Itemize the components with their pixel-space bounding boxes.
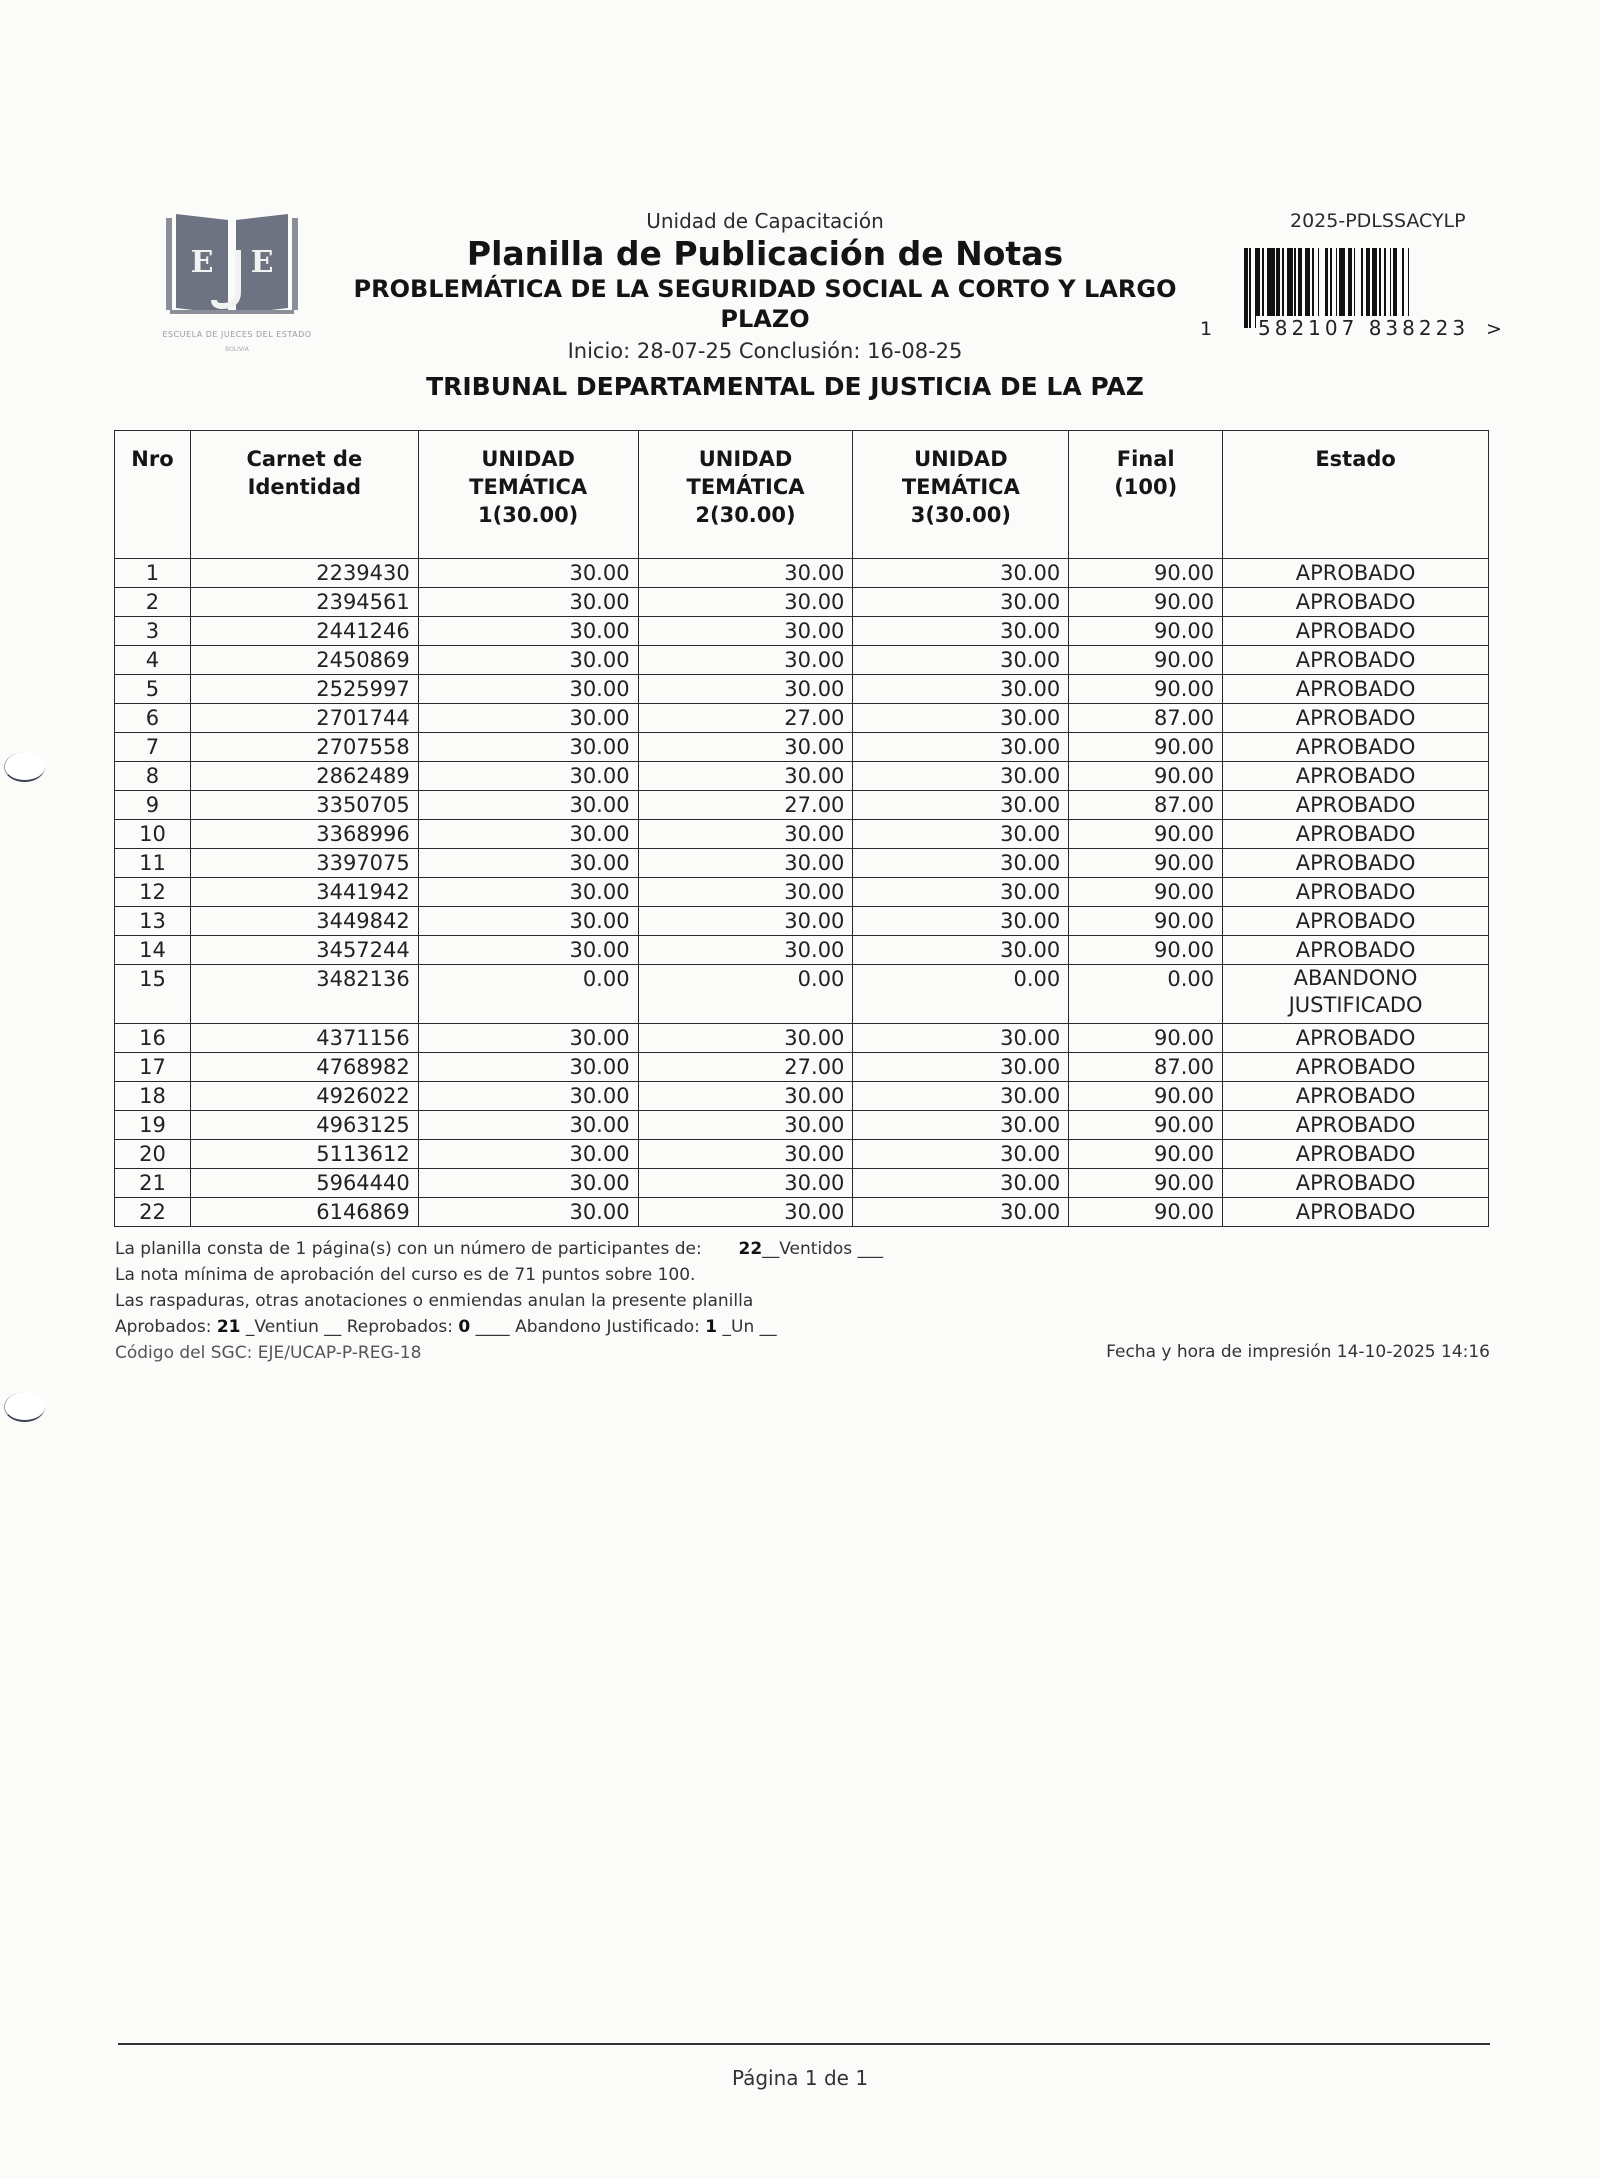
- row-number: 19: [115, 1111, 191, 1140]
- unit2-score: 30.00: [638, 675, 853, 704]
- unit3-score: 30.00: [853, 791, 1069, 820]
- row-number: 10: [115, 820, 191, 849]
- id-card-number: 3482136: [190, 965, 418, 1024]
- row-number: 22: [115, 1198, 191, 1227]
- table-row: [115, 1082, 1489, 1111]
- page-number: Página 1 de 1: [731, 2066, 869, 2090]
- unit1-score: 30.00: [418, 646, 638, 675]
- final-score: 90.00: [1069, 762, 1223, 791]
- unit2-score: 30.00: [638, 762, 853, 791]
- final-score: 90.00: [1069, 1140, 1223, 1169]
- binder-hole: [4, 752, 45, 782]
- unit1-score: 30.00: [418, 1082, 638, 1111]
- column-header: UNIDAD TEMÁTICA 1(30.00): [418, 431, 638, 559]
- status-cell: APROBADO: [1223, 675, 1489, 704]
- table-row: [115, 617, 1489, 646]
- abandon-count: 1: [705, 1317, 718, 1337]
- id-card-number: 4371156: [190, 1024, 418, 1053]
- status-cell: APROBADO: [1223, 1111, 1489, 1140]
- status-cell: APROBADO: [1223, 588, 1489, 617]
- erasure-note: Las raspaduras, otras anotaciones o enmiendas anulan la presente planilla: [115, 1291, 754, 1311]
- totals-line: Aprobados: 21 _Ventiun __ Reprobados: 0 ____ Abandono Justificado: 1 _Un __: [115, 1317, 777, 1337]
- table-row: [115, 1024, 1489, 1053]
- unit2-score: 27.00: [638, 1053, 853, 1082]
- unit1-score: 30.00: [418, 820, 638, 849]
- table-row: [115, 849, 1489, 878]
- table-row: [115, 704, 1489, 733]
- unit3-score: 30.00: [853, 675, 1069, 704]
- status-cell: APROBADO: [1223, 559, 1489, 588]
- page-title: Planilla de Publicación de Notas: [466, 234, 1064, 273]
- unit2-score: 30.00: [638, 1198, 853, 1227]
- failed-count: 0: [458, 1317, 471, 1337]
- unit1-score: 30.00: [418, 1198, 638, 1227]
- row-number: 6: [115, 704, 191, 733]
- final-score: 90.00: [1069, 878, 1223, 907]
- row-number: 7: [115, 733, 191, 762]
- unit2-score: 30.00: [638, 936, 853, 965]
- status-cell: ABANDONO JUSTIFICADO: [1223, 965, 1489, 1024]
- svg-text:E: E: [250, 245, 274, 280]
- status-cell: APROBADO: [1223, 936, 1489, 965]
- table-row: [115, 820, 1489, 849]
- row-number: 12: [115, 878, 191, 907]
- unit3-score: 30.00: [853, 588, 1069, 617]
- unit3-score: 30.00: [853, 1198, 1069, 1227]
- row-number: 17: [115, 1053, 191, 1082]
- unit3-score: 30.00: [853, 1082, 1069, 1111]
- final-score: 90.00: [1069, 588, 1223, 617]
- barcode-prefix: 1: [1200, 318, 1213, 340]
- table-row: [115, 907, 1489, 936]
- final-score: 90.00: [1069, 1198, 1223, 1227]
- table-row: [115, 791, 1489, 820]
- unit1-score: 30.00: [418, 617, 638, 646]
- id-card-number: 6146869: [190, 1198, 418, 1227]
- unit1-score: 0.00: [418, 965, 638, 1024]
- table-row: [115, 936, 1489, 965]
- row-number: 4: [115, 646, 191, 675]
- unit2-score: 30.00: [638, 820, 853, 849]
- final-score: 90.00: [1069, 1024, 1223, 1053]
- table-row: [115, 588, 1489, 617]
- column-header: UNIDAD TEMÁTICA 3(30.00): [853, 431, 1069, 559]
- status-cell: APROBADO: [1223, 849, 1489, 878]
- unit2-score: 30.00: [638, 559, 853, 588]
- status-cell: APROBADO: [1223, 762, 1489, 791]
- final-score: 90.00: [1069, 733, 1223, 762]
- unit1-score: 30.00: [418, 1024, 638, 1053]
- table-row: [115, 1198, 1489, 1227]
- column-header: Final (100): [1069, 431, 1223, 559]
- course-title-line1: PROBLEMÁTICA DE LA SEGURIDAD SOCIAL A CORTO Y LARGO: [353, 275, 1177, 303]
- final-score: 90.00: [1069, 675, 1223, 704]
- unit3-score: 30.00: [853, 704, 1069, 733]
- logo-caption: ESCUELA DE JUECES DEL ESTADO: [162, 330, 312, 339]
- participants-words: __Ventidos ___: [762, 1239, 884, 1259]
- row-number: 15: [115, 965, 191, 1024]
- unit1-score: 30.00: [418, 907, 638, 936]
- unit1-score: 30.00: [418, 704, 638, 733]
- id-card-number: 4963125: [190, 1111, 418, 1140]
- unit2-score: 30.00: [638, 849, 853, 878]
- document-header: [335, 208, 1195, 404]
- unit2-score: 30.00: [638, 646, 853, 675]
- status-cell: APROBADO: [1223, 1024, 1489, 1053]
- unit1-score: 30.00: [418, 762, 638, 791]
- unit2-score: 30.00: [638, 733, 853, 762]
- status-cell: APROBADO: [1223, 1140, 1489, 1169]
- id-card-number: 2441246: [190, 617, 418, 646]
- final-score: 90.00: [1069, 907, 1223, 936]
- table-row: [115, 762, 1489, 791]
- unit2-score: 30.00: [638, 907, 853, 936]
- document-code: 2025-PDLSSACYLP: [1290, 210, 1466, 232]
- unit3-score: 30.00: [853, 1169, 1069, 1198]
- id-card-number: 3457244: [190, 936, 418, 965]
- unit2-score: 30.00: [638, 617, 853, 646]
- row-number: 21: [115, 1169, 191, 1198]
- id-card-number: 2239430: [190, 559, 418, 588]
- status-cell: APROBADO: [1223, 878, 1489, 907]
- table-row: [115, 646, 1489, 675]
- status-cell: APROBADO: [1223, 617, 1489, 646]
- row-number: 18: [115, 1082, 191, 1111]
- unit1-score: 30.00: [418, 733, 638, 762]
- unit1-score: 30.00: [418, 849, 638, 878]
- unit1-score: 30.00: [418, 559, 638, 588]
- unit2-score: 30.00: [638, 1111, 853, 1140]
- status-cell: APROBADO: [1223, 907, 1489, 936]
- final-score: 90.00: [1069, 1111, 1223, 1140]
- column-header: Estado: [1223, 431, 1489, 559]
- id-card-number: 3441942: [190, 878, 418, 907]
- unit2-score: 30.00: [638, 1140, 853, 1169]
- unit2-score: 0.00: [638, 965, 853, 1024]
- unit1-score: 30.00: [418, 1140, 638, 1169]
- final-score: 90.00: [1069, 820, 1223, 849]
- unit1-score: 30.00: [418, 1169, 638, 1198]
- final-score: 90.00: [1069, 1082, 1223, 1111]
- column-header: Carnet de Identidad: [190, 431, 418, 559]
- unit1-score: 30.00: [418, 675, 638, 704]
- row-number: 5: [115, 675, 191, 704]
- unit3-score: 30.00: [853, 646, 1069, 675]
- table-row: [115, 1053, 1489, 1082]
- status-cell: APROBADO: [1223, 733, 1489, 762]
- row-number: 13: [115, 907, 191, 936]
- unit3-score: 30.00: [853, 617, 1069, 646]
- unit1-score: 30.00: [418, 1111, 638, 1140]
- row-number: 20: [115, 1140, 191, 1169]
- status-cell: APROBADO: [1223, 1053, 1489, 1082]
- barcode-suffix: >: [1486, 318, 1502, 340]
- binder-hole: [4, 1392, 45, 1422]
- course-dates: Inicio: 28-07-25 Conclusión: 16-08-25: [567, 339, 963, 363]
- unit2-score: 30.00: [638, 1082, 853, 1111]
- eje-logo: [152, 210, 322, 360]
- unit3-score: 30.00: [853, 1111, 1069, 1140]
- status-cell: APROBADO: [1223, 820, 1489, 849]
- id-card-number: 3449842: [190, 907, 418, 936]
- institution-name: TRIBUNAL DEPARTAMENTAL DE JUSTICIA DE LA PAZ: [426, 372, 1144, 401]
- final-score: 90.00: [1069, 559, 1223, 588]
- unit3-score: 30.00: [853, 762, 1069, 791]
- row-number: 2: [115, 588, 191, 617]
- unit1-score: 30.00: [418, 1053, 638, 1082]
- id-card-number: 2862489: [190, 762, 418, 791]
- final-score: 90.00: [1069, 646, 1223, 675]
- table-row: [115, 675, 1489, 704]
- table-row: [115, 733, 1489, 762]
- id-card-number: 3397075: [190, 849, 418, 878]
- row-number: 14: [115, 936, 191, 965]
- id-card-number: 2701744: [190, 704, 418, 733]
- final-score: 87.00: [1069, 1053, 1223, 1082]
- id-card-number: 5113612: [190, 1140, 418, 1169]
- id-card-number: 3368996: [190, 820, 418, 849]
- final-score: 87.00: [1069, 704, 1223, 733]
- unit3-score: 30.00: [853, 1140, 1069, 1169]
- unit3-score: 30.00: [853, 559, 1069, 588]
- unit1-score: 30.00: [418, 878, 638, 907]
- status-cell: APROBADO: [1223, 1198, 1489, 1227]
- unit3-score: 30.00: [853, 878, 1069, 907]
- unit1-score: 30.00: [418, 936, 638, 965]
- table-header-row: [115, 431, 1489, 559]
- logo-subcaption: BOLIVIA: [225, 346, 249, 353]
- table-row: [115, 559, 1489, 588]
- row-number: 8: [115, 762, 191, 791]
- unit2-score: 27.00: [638, 704, 853, 733]
- unit3-score: 30.00: [853, 936, 1069, 965]
- id-card-number: 4768982: [190, 1053, 418, 1082]
- footer-divider: [118, 2043, 1490, 2045]
- status-cell: APROBADO: [1223, 1082, 1489, 1111]
- id-card-number: 5964440: [190, 1169, 418, 1198]
- table-row: [115, 1169, 1489, 1198]
- unit3-score: 30.00: [853, 733, 1069, 762]
- final-score: 90.00: [1069, 849, 1223, 878]
- unit-name: Unidad de Capacitación: [646, 209, 884, 233]
- row-number: 11: [115, 849, 191, 878]
- status-cell: APROBADO: [1223, 1169, 1489, 1198]
- unit3-score: 30.00: [853, 1024, 1069, 1053]
- status-cell: APROBADO: [1223, 646, 1489, 675]
- id-card-number: 2450869: [190, 646, 418, 675]
- row-number: 16: [115, 1024, 191, 1053]
- unit2-score: 30.00: [638, 1169, 853, 1198]
- unit2-score: 30.00: [638, 588, 853, 617]
- unit2-score: 30.00: [638, 878, 853, 907]
- status-cell: APROBADO: [1223, 791, 1489, 820]
- id-card-number: 2394561: [190, 588, 418, 617]
- row-number: 9: [115, 791, 191, 820]
- id-card-number: 2707558: [190, 733, 418, 762]
- unit3-score: 30.00: [853, 1053, 1069, 1082]
- final-score: 0.00: [1069, 965, 1223, 1024]
- final-score: 90.00: [1069, 617, 1223, 646]
- unit2-score: 27.00: [638, 791, 853, 820]
- sgc-code: Código del SGC: EJE/UCAP-P-REG-18: [115, 1343, 422, 1363]
- participants-line: La planilla consta de 1 página(s) con un número de participantes de: 22__Ventidos ___: [115, 1239, 884, 1259]
- approved-count: 21: [216, 1317, 241, 1337]
- status-cell: APROBADO: [1223, 704, 1489, 733]
- min-grade-note: La nota mínima de aprobación del curso es de 71 puntos sobre 100.: [115, 1265, 696, 1285]
- grades-table: [114, 430, 1489, 1227]
- id-card-number: 4926022: [190, 1082, 418, 1111]
- id-card-number: 3350705: [190, 791, 418, 820]
- table-row: [115, 1111, 1489, 1140]
- final-score: 90.00: [1069, 1169, 1223, 1198]
- id-card-number: 2525997: [190, 675, 418, 704]
- unit1-score: 30.00: [418, 791, 638, 820]
- column-header: Nro: [115, 431, 191, 559]
- column-header: UNIDAD TEMÁTICA 2(30.00): [638, 431, 853, 559]
- unit1-score: 30.00: [418, 588, 638, 617]
- unit2-score: 30.00: [638, 1024, 853, 1053]
- row-number: 3: [115, 617, 191, 646]
- final-score: 87.00: [1069, 791, 1223, 820]
- participants-count: 22: [738, 1239, 763, 1259]
- barcode-digits: 582107 838223: [1258, 316, 1470, 340]
- book-logo-icon: [162, 210, 302, 318]
- final-score: 90.00: [1069, 936, 1223, 965]
- unit3-score: 30.00: [853, 849, 1069, 878]
- row-number: 1: [115, 559, 191, 588]
- unit3-score: 0.00: [853, 965, 1069, 1024]
- print-date: Fecha y hora de impresión 14-10-2025 14:16: [1106, 1342, 1490, 1362]
- unit3-score: 30.00: [853, 820, 1069, 849]
- course-title-line2: PLAZO: [720, 305, 810, 333]
- table-row: [115, 878, 1489, 907]
- svg-text:E: E: [190, 245, 214, 280]
- table-row: [115, 1140, 1489, 1169]
- table-row: [115, 965, 1489, 1024]
- unit3-score: 30.00: [853, 907, 1069, 936]
